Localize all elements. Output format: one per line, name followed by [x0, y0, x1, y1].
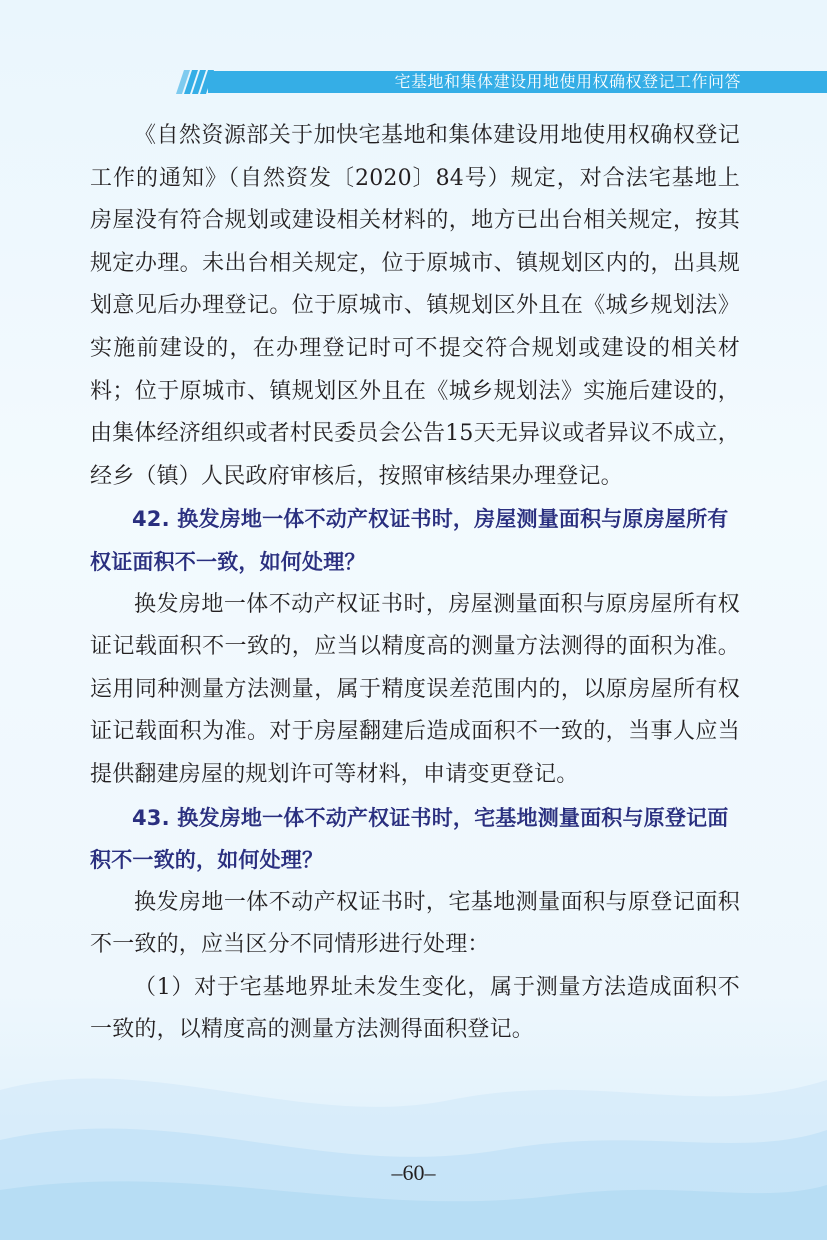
- question-42-heading: 42. 换发房地一体不动产权证书时，房屋测量面积与原房屋所有权证面积不一致，如何处理？: [90, 507, 729, 574]
- page-number: –60–: [391, 1160, 436, 1185]
- background-waves-decoration: [0, 1010, 827, 1240]
- body-paragraph-intro: 《自然资源部关于加快宅基地和集体建设用地使用权确权登记工作的通知》（自然资发〔2020〕84号）规定，对合法宅基地上房屋没有符合规划或建设相关材料的，地方已出台相关规定，按其规定办理。未出台相关规定，位于原城市、镇规划区内的，出具规划意见后办理登记。位于原城市、镇规划区外且在《城乡规划法》实施前建设的，在办理登记时可不提交符合规划或建设的相关材料；位于原城市、镇规划区外且在《城乡规划法》实施后建设的，由集体经济组织或者村民委员会公告15天无异议或者异议不成立，经乡（镇）人民政府审核后，按照审核结果办理登记。: [90, 123, 740, 489]
- answer-43-item-1: （1）对于宅基地界址未发生变化，属于测量方法造成面积不一致的，以精度高的测量方法测得面积登记。: [90, 974, 740, 1043]
- answer-42-paragraph: 换发房地一体不动产权证书时，房屋测量面积与原房屋所有权证记载面积不一致的，应当以精度高的测量方法测得的面积为准。运用同种测量方法测量，属于精度误差范围内的，以原房屋所有权证记载面积为准。对于房屋翻建后造成面积不一致的，当事人应当提供翻建房屋的规划许可等材料，申请变更登记。: [90, 591, 740, 787]
- question-43-heading: 43. 换发房地一体不动产权证书时，宅基地测量面积与原登记面积不一致的，如何处理？: [90, 805, 729, 873]
- page-content: [90, 115, 740, 1052]
- answer-43-paragraph: 换发房地一体不动产权证书时，宅基地测量面积与原登记面积不一致的，应当区分不同情形进行处理：: [90, 889, 740, 958]
- running-title: 宅基地和集体建设用地使用权确权登记工作问答: [394, 72, 741, 91]
- running-header: [0, 0, 827, 110]
